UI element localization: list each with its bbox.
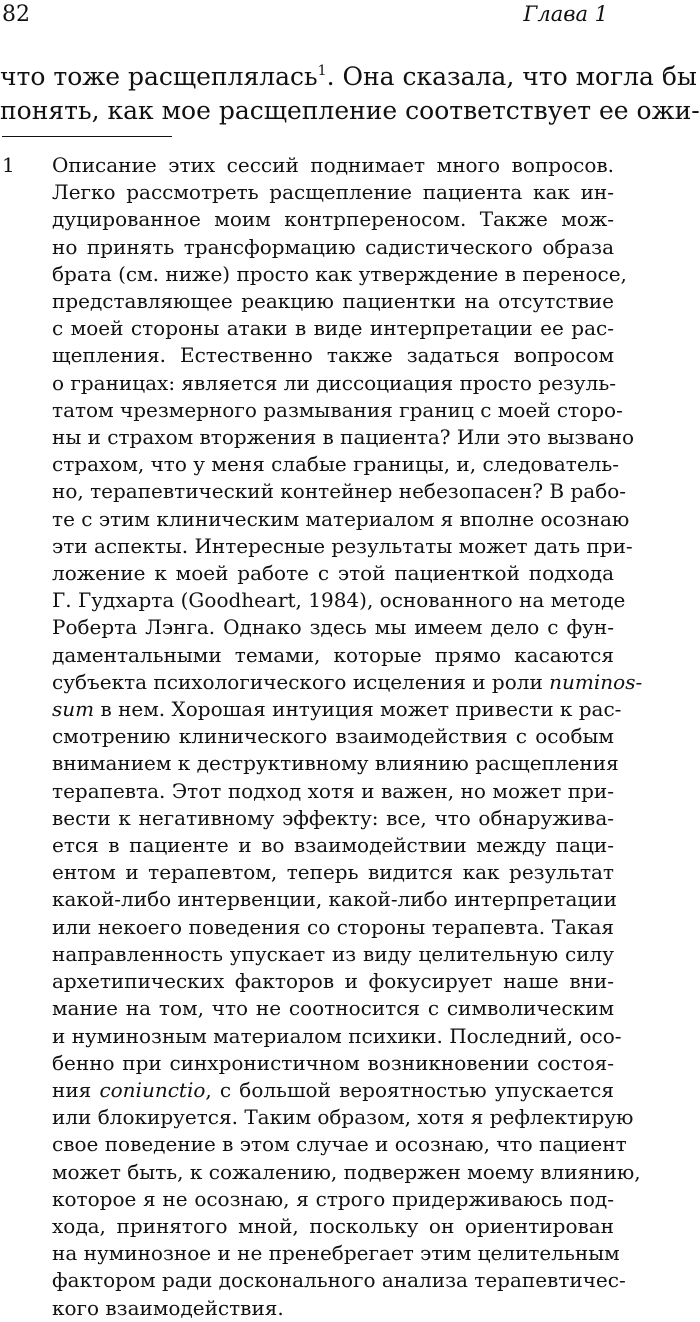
footnote-line: эти аспекты. Интересные результаты может дать при- [52, 533, 633, 558]
footnote-line: терапевта. Этот подход хотя и важен, но может при- [52, 778, 614, 803]
footnote-line: кого взаимодействия. [52, 1295, 284, 1320]
italic-term: coniunctio [99, 1077, 206, 1102]
footnote-line: дуцированное моим контрпереносом. Также мож- [52, 207, 614, 232]
footnote-line: Роберта Лэнга. Однако здесь мы имеем дело с фун- [52, 615, 614, 640]
footnote-line: но принять трансформацию садистического образа [52, 234, 614, 259]
footnote-line: татом чрезмерного размывания границ с моей сторо- [52, 397, 623, 422]
footnote-reference: 1 [317, 63, 327, 79]
footnote-line: ны и страхом вторжения в пациента? Или это вызвано [52, 425, 634, 450]
footnote-body [52, 152, 643, 1322]
main-text-line [0, 60, 697, 94]
footnote-line: брата (см. ниже) просто как утверждение в переносе, [52, 261, 627, 286]
footnote-line: щепления. Естественно также задаться вопросом [52, 343, 614, 368]
page-number: 82 [2, 2, 30, 27]
footnote-line: вниманием к деструктивному влиянию расщепления [52, 751, 619, 776]
footnote-line: может быть, к сожалению, подвержен моему влиянию, [52, 1159, 641, 1184]
footnote-line: или некоего поведения со стороны терапевта. Такая [52, 914, 614, 939]
footnote-marker: 1 [2, 153, 15, 177]
main-text-segment: . Она сказала, что могла бы [326, 62, 697, 91]
footnote-line: с моей стороны атаки в виде интерпретации ее рас- [52, 316, 614, 341]
footnote-line: направленность упускает из виду целительную силу [52, 941, 614, 966]
page-header [0, 0, 620, 30]
footnote-line: те с этим клиническим материалом я вполне осознаю [52, 506, 630, 531]
footnote-text: , с большой вероятностью упускается [205, 1077, 614, 1102]
footnote-line: страхом, что у меня слабые границы, и, следователь- [52, 452, 620, 477]
footnote-line: свое поведение в этом случае и осознаю, что пациент [52, 1132, 627, 1157]
italic-term: numinos- [549, 669, 643, 694]
footnote-line: архетипических факторов и фокусирует наше вни- [52, 969, 614, 994]
footnote-line: какой-либо интервенции, какой-либо интерпретации [52, 887, 617, 912]
footnote-line: Легко рассмотреть расщепление пациента как ин- [52, 180, 614, 205]
footnote-line: ется в пациенте и во взаимодействии между паци- [52, 833, 614, 858]
footnote-line: Г. Гудхарта (Goodheart, 1984), основанного на методе [52, 588, 626, 613]
footnote-line: на нуминозное и не пренебрегает этим целительным [52, 1241, 620, 1266]
footnote-line: смотрению клинического взаимодействия с особым [52, 724, 614, 749]
footnote-line: о границах: является ли диссоциация просто резуль- [52, 370, 616, 395]
footnote-line: хода, принятого мной, поскольку он ориентирован [52, 1213, 614, 1238]
footnote-line: или блокируется. Таким образом, хотя я рефлектирую [52, 1105, 634, 1130]
italic-term: sum [52, 697, 95, 722]
main-text-line: понять, как мое расщепление соответствует ее ожи- [0, 96, 700, 125]
footnote-line: вести к негативному эффекту: все, что обнаружива- [52, 805, 614, 830]
footnote-line [52, 669, 643, 696]
footnote-line [52, 696, 622, 723]
footnote-line: фактором ради досконального анализа терапевтичес- [52, 1268, 626, 1293]
footnote-line [52, 1077, 614, 1104]
footnote-line: которое я не осознаю, я строго придерживаюсь под- [52, 1186, 614, 1211]
chapter-title: Глава 1 [523, 2, 608, 26]
main-text [0, 60, 700, 128]
footnote-line: и нуминозным материалом психики. Последний, осо- [52, 1023, 622, 1048]
footnote-line: мание на том, что не соотносится с символическим [52, 996, 614, 1021]
footnote-separator [2, 136, 172, 137]
footnote-line: ентом и терапевтом, теперь видится как результат [52, 860, 614, 885]
footnote-line: Описание этих сессий поднимает много вопросов. [52, 153, 614, 177]
main-text-segment: что тоже расщеплялась [0, 62, 318, 91]
footnote-text: субъекта психологического исцеления и роли [52, 669, 550, 694]
footnote-line: бенно при синхронистичном возникновении состоя- [52, 1050, 614, 1075]
footnote-text: ния [52, 1077, 100, 1102]
footnote-line: но, терапевтический контейнер небезопасен? В рабо- [52, 479, 627, 504]
footnote-line: даментальными темами, которые прямо касаются [52, 642, 614, 667]
footnote-line: ложение к моей работе с этой пациенткой подхода [52, 561, 614, 586]
footnote-line: представляющее реакцию пациентки на отсутствие [52, 289, 614, 314]
footnote-text: в нем. Хорошая интуиция может привести к рас- [94, 697, 622, 722]
